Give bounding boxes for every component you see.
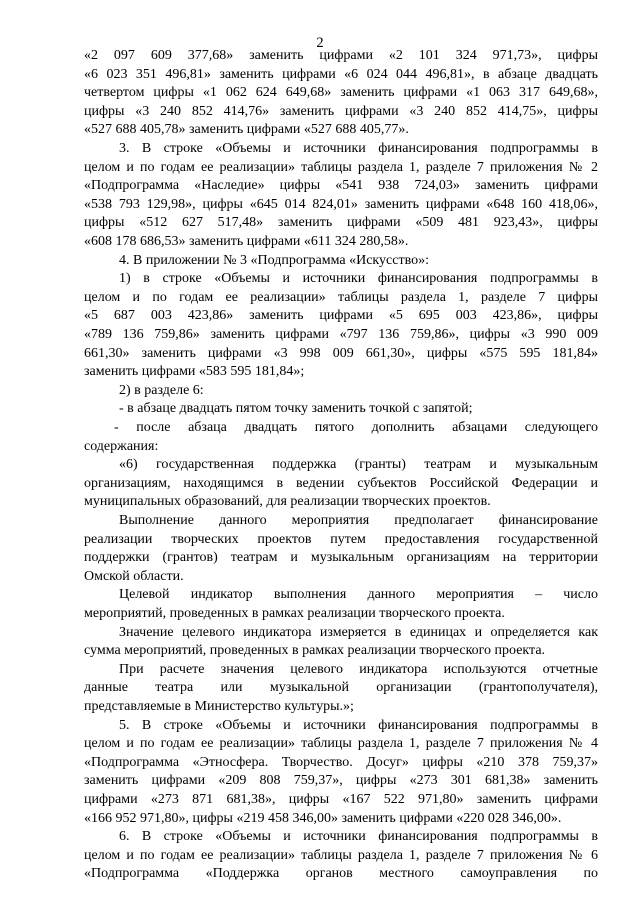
paragraph-4-start: 4. В приложении № 3 «Подпрограмма «Искусство»:: [119, 252, 429, 268]
text-line: целом и по годам ее реализации» таблицы раздела 1, разделе 7 приложения № 6: [84, 847, 598, 863]
text-line: - в абзаце двадцать пятом точку заменить точкой с запятой;: [119, 401, 473, 417]
text-line: «Подпрограмма «Этносфера. Творчество. Досуг» цифры «210 378 759,37»: [84, 754, 598, 770]
text-line: «789 136 759,86» заменить цифрами «797 136 759,86», цифры «3 990 009: [84, 327, 598, 342]
text-line: При расчете значения целевого индикатора используются отчетные: [119, 661, 598, 677]
text-line: «166 952 971,80», цифры «219 458 346,00» заменить цифрами «220 028 346,00».: [84, 810, 562, 826]
text-line: заменить цифрами «583 595 181,84»;: [84, 364, 305, 380]
page-number: 2: [316, 35, 324, 51]
text-line: цифрами «273 871 681,38», цифры «167 522 971,80» заменить цифрами: [84, 792, 598, 807]
text-line: 661,30» заменить цифрами «3 998 009 661,30», цифры «575 595 181,84»: [84, 345, 598, 361]
text-line: целом и по годам ее реализации» таблицы раздела 1, разделе 7 цифры: [84, 289, 598, 305]
text-line: организациям, находящимся в ведении субъектов Российской Федерации и: [84, 475, 598, 491]
text-line: «Подпрограмма «Поддержка органов местного самоуправления по: [84, 866, 598, 882]
text-line: - после абзаца двадцать пятого дополнить абзацами следующего: [114, 420, 598, 435]
text-line: заменить цифрами «209 808 759,37», цифры «273 301 681,38» заменить: [84, 773, 598, 789]
paragraph-3-start: 3. В строке «Объемы и источники финансирования подпрограммы в: [119, 141, 598, 156]
paragraph-5-start: 5. В строке «Объемы и источники финансирования подпрограммы в: [119, 717, 598, 733]
text-line: поддержки (грантов) театрам и музыкальным организациям на территории: [84, 550, 598, 566]
text-line: целом и по годам ее реализации» таблицы раздела 1, разделе 7 приложения № 2: [84, 159, 598, 175]
text-line: «5 687 003 423,86» заменить цифрами «5 695 003 423,86», цифры: [84, 308, 598, 324]
text-line: «Подпрограмма «Наследие» цифры «541 938 724,03» заменить цифрами: [84, 178, 598, 194]
text-line: «538 793 129,98», цифры «645 014 824,01» заменить цифрами «648 160 418,06»,: [84, 196, 598, 212]
text-line: цифры «3 240 852 414,76» заменить цифрами «3 240 852 414,75», цифры: [84, 103, 598, 119]
text-line: «6) государственная поддержка (гранты) театрам и музыкальным: [119, 457, 598, 473]
text-line: четвертом цифры «1 062 624 649,68» заменить цифрами «1 063 317 649,68»,: [84, 85, 598, 101]
text-line: Значение целевого индикатора измеряется в единицах и определяется как: [119, 624, 598, 640]
text-line: содержания:: [84, 438, 159, 454]
paragraph-6-start: 6. В строке «Объемы и источники финансирования подпрограммы в: [119, 829, 598, 845]
text-line: целом и по годам ее реализации» таблицы раздела 1, разделе 7 приложения № 4: [84, 736, 598, 752]
text-line: «527 688 405,78» заменить цифрами «527 688 405,77».: [84, 122, 409, 138]
text-line: «6 023 351 496,81» заменить цифрами «6 024 044 496,81», в абзаце двадцать: [84, 66, 598, 82]
text-line: мероприятий, проведенных в рамках реализации творческого проекта.: [84, 606, 505, 621]
text-line: Выполнение данного мероприятия предполагает финансирование: [119, 513, 598, 528]
text-line: 2) в разделе 6:: [119, 382, 204, 398]
text-line: данные театра или музыкальной организации (грантополучателя),: [84, 680, 598, 696]
text-line: сумма мероприятий, проведенных в рамках реализации творческого проекта.: [84, 643, 546, 659]
text-line: 1) в строке «Объемы и источники финансирования подпрограммы в: [119, 271, 598, 287]
text-line: Омской области.: [84, 568, 184, 584]
text-line: реализации творческих проектов путем предоставления государственной: [84, 531, 598, 547]
text-line: «2 097 609 377,68» заменить цифрами «2 101 324 971,73», цифры: [84, 48, 598, 63]
text-line: представляемые в Министерство культуры.»;: [84, 699, 354, 714]
text-line: Целевой индикатор выполнения данного мероприятия – число: [119, 587, 598, 603]
text-line: «608 178 686,53» заменить цифрами «611 324 280,58».: [84, 234, 409, 249]
text-line: цифры «512 627 517,48» заменить цифрами «509 481 923,43», цифры: [84, 215, 598, 231]
text-line: муниципальных образований, для реализации творческих проектов.: [84, 494, 491, 510]
